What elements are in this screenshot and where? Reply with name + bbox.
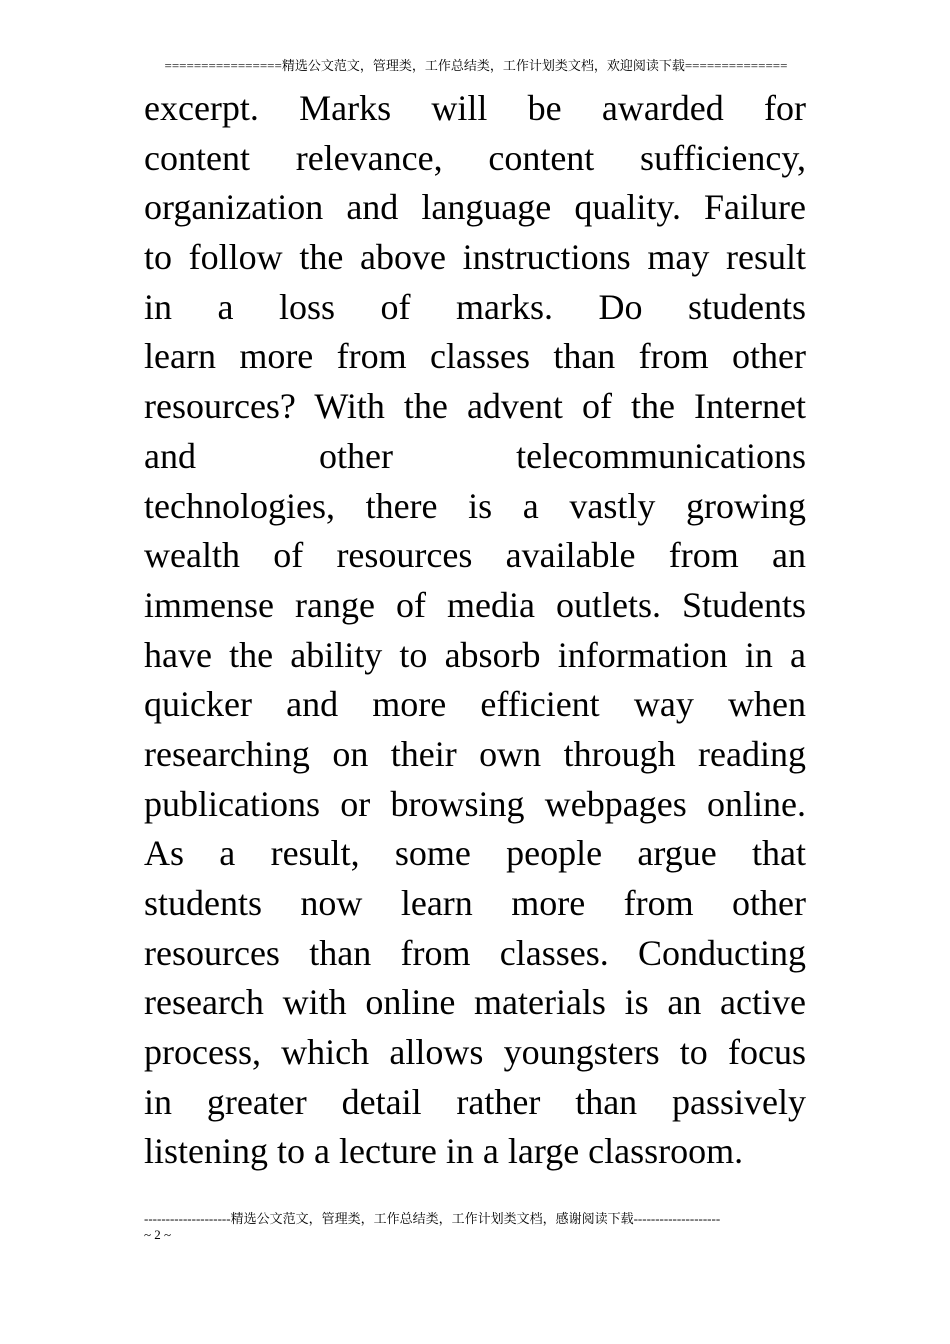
- text-line: in a loss of marks. Do students: [144, 286, 806, 327]
- text-line: immense range of media outlets. Students: [144, 584, 806, 625]
- text-line: have the ability to absorb information in a: [144, 634, 806, 675]
- text-line: As a result, some people argue that: [144, 833, 806, 874]
- body-text: [144, 84, 806, 1177]
- text-line: process, which allows youngsters to focus: [144, 1032, 806, 1073]
- text-line: resources? With the advent of the Internet: [144, 386, 806, 427]
- text-line: learn more from classes than from other: [144, 336, 806, 377]
- text-line: listening to a lecture in a large classroom.: [144, 1131, 744, 1172]
- text-line: research with online materials is an active: [144, 982, 806, 1023]
- text-line: and other telecommunications: [144, 435, 806, 476]
- text-line: to follow the above instructions may result: [144, 237, 806, 278]
- text-line: wealth of resources available from an: [144, 535, 806, 576]
- text-line: researching on their own through reading: [144, 733, 806, 774]
- text-line: publications or browsing webpages online.: [144, 783, 806, 824]
- text-line: resources than from classes. Conducting: [144, 932, 806, 973]
- text-line: students now learn more from other: [144, 883, 806, 923]
- text-line: in greater detail rather than passively: [144, 1081, 806, 1122]
- page-header: ================精选公文范文，管理类，工作总结类，工作计划类文档，欢迎阅读下载==============: [164, 58, 788, 73]
- text-line: quicker and more efficient way when: [144, 684, 806, 725]
- text-line: content relevance, content sufficiency,: [144, 137, 806, 178]
- text-line: excerpt. Marks will be awarded for: [144, 88, 806, 128]
- text-line: organization and language quality. Failure: [144, 187, 806, 228]
- page-number: ~ 2 ~: [144, 1227, 172, 1242]
- page-footer: --------------------精选公文范文，管理类，工作总结类，工作计划类文档，感谢阅读下载--------------------: [144, 1211, 721, 1226]
- text-line: technologies, there is a vastly growing: [144, 485, 806, 526]
